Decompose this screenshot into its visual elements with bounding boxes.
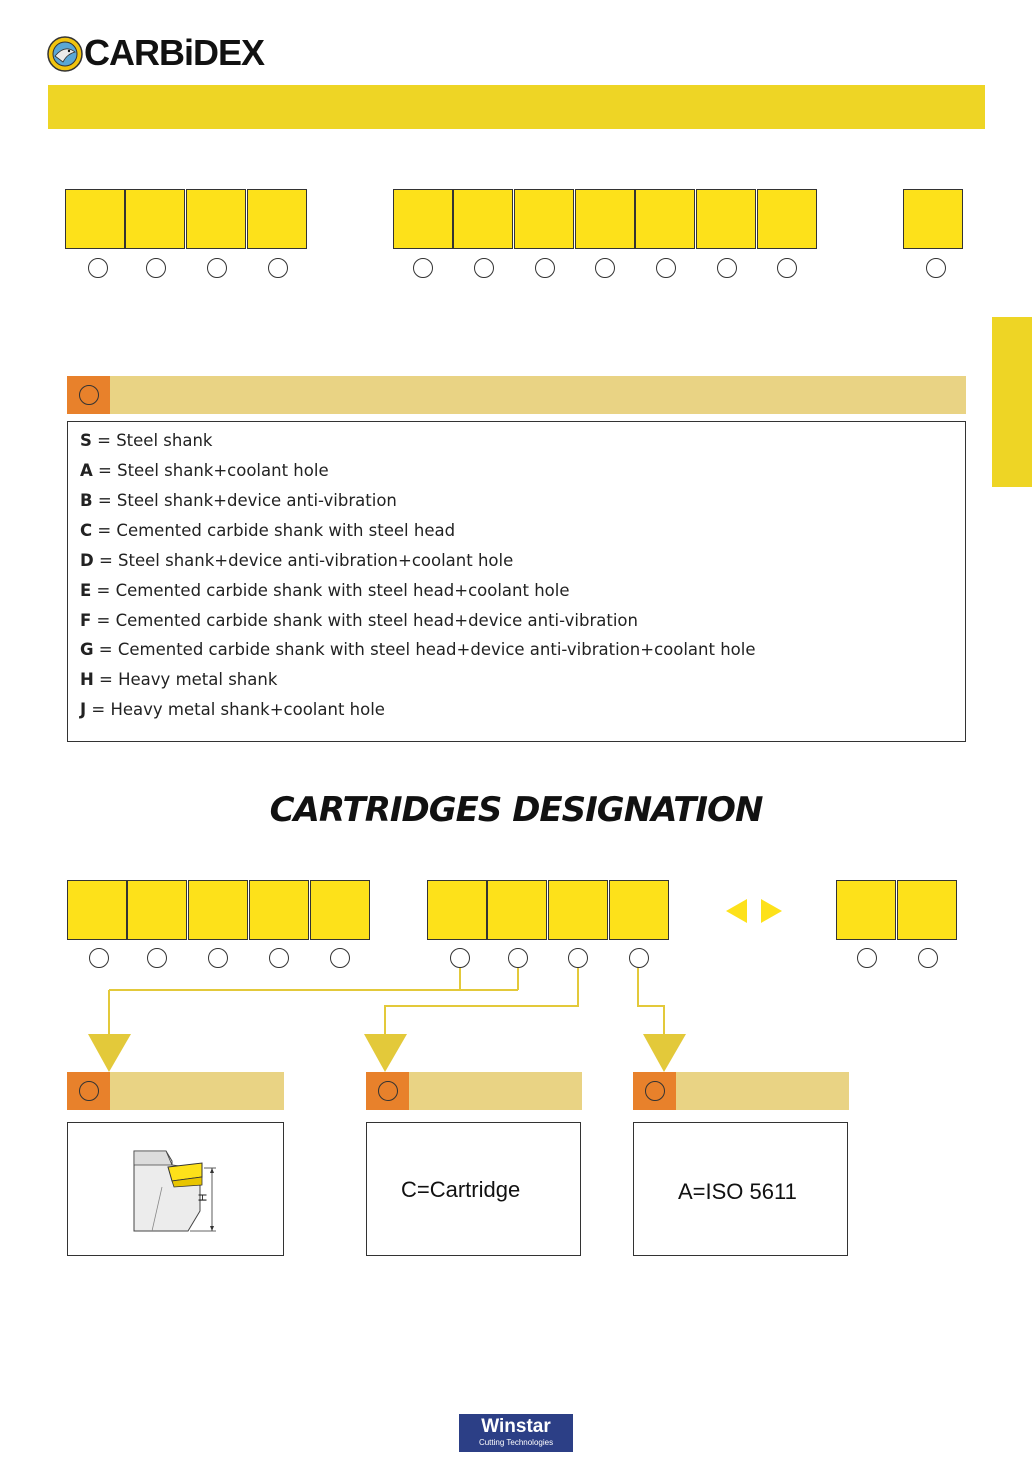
panel-marker-circle <box>79 1081 99 1101</box>
standard-text: A=ISO 5611 <box>678 1179 797 1204</box>
footer-tagline: Cutting Technologies <box>478 1438 554 1447</box>
panel-box-type <box>366 1122 581 1256</box>
type-text: C=Cartridge <box>401 1177 521 1202</box>
legend-item: S = Steel shank <box>80 431 213 450</box>
legend-item: E = Cemented carbide shank with steel head+coolant hole <box>80 581 570 600</box>
legend-item: B = Steel shank+device anti-vibration <box>80 491 397 510</box>
cartridge-diagram-icon <box>132 1147 228 1239</box>
panel-marker-circle <box>378 1081 398 1101</box>
panel-box-standard <box>633 1122 848 1256</box>
legend-item: J = Heavy metal shank+coolant hole <box>80 700 385 719</box>
panel-marker-3 <box>633 1072 676 1110</box>
dimension-label: H <box>195 1193 209 1202</box>
panel-marker-2 <box>366 1072 409 1110</box>
legend-item: A = Steel shank+coolant hole <box>80 461 329 480</box>
brand-name: CARBiDEX <box>84 32 265 73</box>
footer-brand: Winstar <box>481 1416 551 1437</box>
section-title: CARTRIDGES DESIGNATION <box>269 790 763 830</box>
legend-item: F = Cemented carbide shank with steel head+device anti-vibration <box>80 611 638 630</box>
panel-box-diagram <box>67 1122 284 1256</box>
footer-logo <box>459 1414 573 1452</box>
legend-item: G = Cemented carbide shank with steel head+device anti-vibration+coolant hole <box>80 640 756 659</box>
panel-marker-circle <box>645 1081 665 1101</box>
legend-item: D = Steel shank+device anti-vibration+coolant hole <box>80 551 514 570</box>
legend-item: H = Heavy metal shank <box>80 670 278 689</box>
panel-marker-1 <box>67 1072 110 1110</box>
legend-item: C = Cemented carbide shank with steel head <box>80 521 456 540</box>
